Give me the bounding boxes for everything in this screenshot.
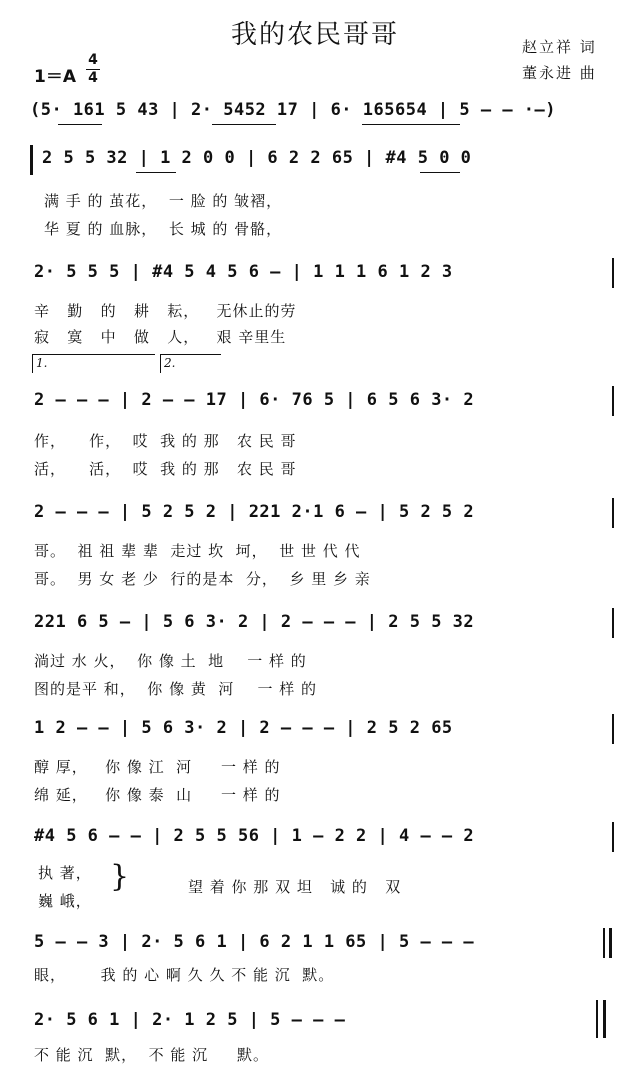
row8-lyric-verse1: 执 著， [38,864,92,882]
row2-notes: 2 5 5 32 | 1 2 0 0 | 6 2 2 65 | #4 5 0 0 [42,148,472,168]
row7-notes: 1 2 – – | 5 6 3· 2 | 2 – – – | 2 5 2 65 [34,718,453,738]
row6-notes: 221 6 5 – | 5 6 3· 2 | 2 – – – | 2 5 5 32 [34,612,475,632]
row7-lyric-verse1: 醇 厚， 你 像 江 河 一 样 的 [34,758,281,776]
key-signature: 1＝A [34,67,76,87]
row10-lyric: 不 能 沉 默， 不 能 沉 默。 [34,1046,269,1064]
row4-lyric-verse1: 作， 作， 哎 我 的 那 农 民 哥 [34,432,297,450]
row7-lyric-verse2: 绵 延， 你 像 泰 山 一 样 的 [34,786,281,804]
row4-notes: 2 – – – | 2 – – 17 | 6· 76 5 | 6 5 6 3· 2 [34,390,475,410]
underline [212,124,276,125]
underline [136,172,176,173]
time-signature-bottom: 4 [88,70,98,86]
row10-notes: 2· 5 6 1 | 2· 1 2 5 | 5 – – – [34,1010,346,1030]
barline [612,386,614,416]
row9-notes: 5 – – 3 | 2· 5 6 1 | 6 2 1 1 65 | 5 – – – [34,932,475,952]
volta-label-2: 2. [164,356,176,370]
row8-lyric-shared: 望 着 你 那 双 坦 诚 的 双 [188,878,402,896]
row2-lyric-verse2: 华 夏 的 血脉， 长 城 的 骨骼， [44,220,283,238]
row5-notes: 2 – – – | 5 2 5 2 | 221 2·1 6 – | 5 2 5 2 [34,502,475,522]
underline [420,172,460,173]
row8-notes: #4 5 6 – – | 2 5 5 56 | 1 – 2 2 | 4 – – 2 [34,826,475,846]
time-signature-top: 4 [88,52,98,68]
barline [612,822,614,852]
row3-lyric-verse1: 辛 勤 的 耕 耘， 无休止的劳 [34,302,297,320]
repeat-end-barline-thick [609,928,612,958]
row3-lyric-verse2: 寂 寞 中 做 人， 艰 辛里生 [34,328,287,346]
repeat-start-barline [30,145,33,175]
lyric-brace: } [110,859,130,894]
row3-notes: 2· 5 5 5 | #4 5 4 5 6 – | 1 1 1 6 1 2 3 [34,262,453,282]
row8-lyric-verse2: 巍 峨， [38,892,92,910]
row6-lyric-verse1: 淌过 水 火， 你 像 土 地 一 样 的 [34,652,307,670]
underline [58,124,102,125]
lyricist-credit: 赵立祥 词 [522,38,597,56]
barline [612,498,614,528]
song-title: 我的农民哥哥 [230,20,399,50]
composer-credit: 董永进 曲 [522,64,597,82]
row4-lyric-verse2: 活， 活， 哎 我 的 那 农 民 哥 [34,460,297,478]
row2-lyric-verse1: 满 手 的 茧花， 一 脸 的 皱褶， [44,192,283,210]
barline [612,608,614,638]
volta-bracket-1 [32,354,155,373]
repeat-end-barline-thin [603,928,605,958]
row9-lyric: 眼， 我 的 心 啊 久 久 不 能 沉 默。 [34,966,335,984]
row5-lyric-verse1: 哥。 祖 祖 辈 辈 走过 坎 坷， 世 世 代 代 [34,542,361,560]
row1-notes: (5· 161 5 43 | 2· 5452 17 | 6· 165654 | 5 – – ·–) [30,100,557,120]
barline [612,258,614,288]
row6-lyric-verse2: 图的是平 和， 你 像 黄 河 一 样 的 [34,680,317,698]
final-barline-thin [596,1000,598,1038]
final-barline-thick [603,1000,606,1038]
volta-label-1: 1. [36,356,48,370]
row5-lyric-verse2: 哥。 男 女 老 少 行的是本 分， 乡 里 乡 亲 [34,570,371,588]
underline [362,124,460,125]
barline [612,714,614,744]
